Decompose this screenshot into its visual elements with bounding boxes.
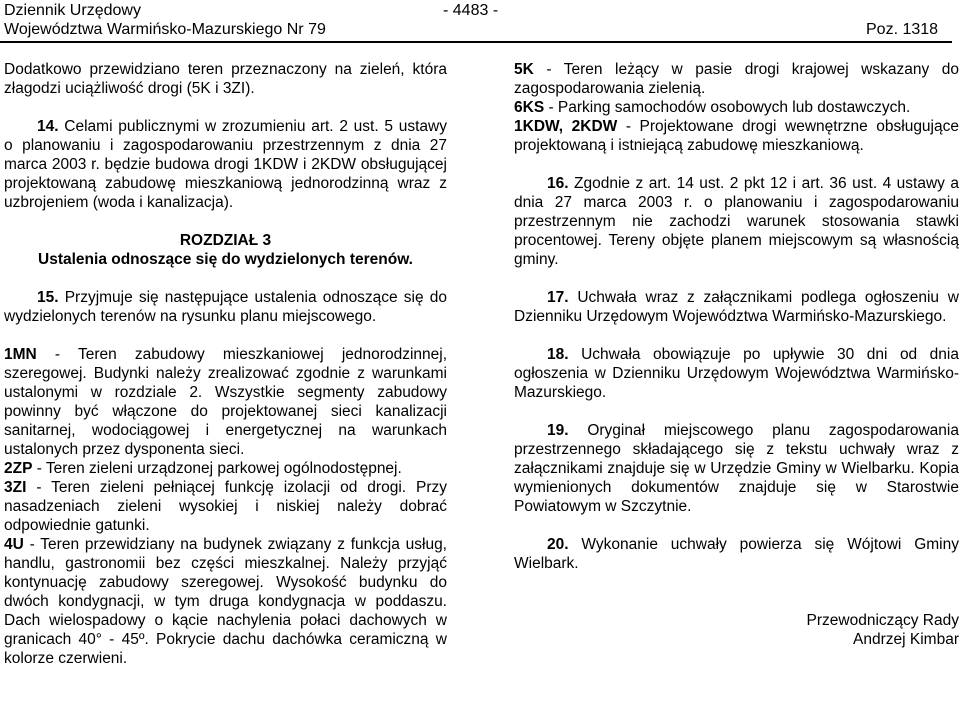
left-column xyxy=(4,60,447,668)
zone-kdw-code: 1KDW, 2KDW xyxy=(514,118,618,135)
signature-name: Andrzej Kimbar xyxy=(853,631,959,648)
section-15-text: Przyjmuje się następujące ustalenia odnoszące się do wydzielonych terenów na rysunku planu miejscowego. xyxy=(4,289,447,325)
section-19-text: Oryginał miejscowego planu zagospodarowania przestrzennego składającego się z tekstu uchwały wraz z załącznikami znajduje się w Urzędzie Gminy w Wielbarku. Kopia wymienionych dokumentów znajduje się w Starostwie Powiatowym w Szczytnie. xyxy=(514,422,959,515)
zone-kdw-text: - Projektowane drogi wewnętrzne obsługujące projektowaną i istniejącą zabudowę mieszkaniową. xyxy=(514,118,959,154)
zone-kdw xyxy=(514,117,959,155)
zone-2zp-text: - Teren zieleni urządzonej parkowej ogólnodostępnej. xyxy=(32,460,402,477)
section-14-number: 14. xyxy=(37,118,59,135)
zone-2zp-code: 2ZP xyxy=(4,460,33,477)
zone-3zi xyxy=(4,478,447,535)
header-rule xyxy=(0,41,952,43)
zone-3zi-text: - Teren zieleni pełniącej funkcję izolacji od drogi. Przy nasadzeniach zieleni wysokiej i niskiej należy dobrać odpowiednie gatunki. xyxy=(4,479,447,534)
page-header xyxy=(0,0,960,40)
position-number: Poz. 1318 xyxy=(866,21,939,38)
section-15 xyxy=(4,288,447,326)
section-19 xyxy=(514,421,959,516)
zone-6ks-text: - Parking samochodów osobowych lub dostawczych. xyxy=(544,99,911,116)
zone-1mn-code: 1MN xyxy=(4,346,37,363)
section-19-number: 19. xyxy=(547,422,569,439)
zone-5k-code: 5K xyxy=(514,61,534,78)
section-16-number: 16. xyxy=(547,175,569,192)
chapter-heading: ROZDZIAŁ 3 xyxy=(179,232,272,249)
zone-5k-text: - Teren leżący w pasie drogi krajowej wskazany do zagospodarowania zielenią. xyxy=(514,61,959,97)
zone-2zp xyxy=(4,459,447,478)
page-number: - 4483 - xyxy=(443,2,499,19)
section-20 xyxy=(514,535,959,573)
section-18 xyxy=(514,345,959,402)
zone-6ks xyxy=(514,98,959,117)
section-20-text: Wykonanie uchwały powierza się Wójtowi Gminy Wielbark. xyxy=(514,536,959,572)
section-17 xyxy=(514,288,959,326)
zone-4u xyxy=(4,535,447,668)
section-17-text: Uchwała wraz z załącznikami podlega ogłoszeniu w Dzienniku Urzędowym Województwa Warmińsko-Mazurskiego. xyxy=(514,289,959,325)
section-17-number: 17. xyxy=(547,289,569,306)
chapter-title: Ustalenia odnoszące się do wydzielonych terenów. xyxy=(38,251,413,268)
right-column xyxy=(514,60,959,649)
paragraph-additional-greenery: Dodatkowo przewidziano teren przeznaczony na zieleń, która złagodzi uciążliwość drogi (5K i 3ZI). xyxy=(4,61,447,97)
zone-4u-text: - Teren przewidziany na budynek związany z funkcja usług, handlu, gastronomii bez części mieszkalnej. Należy przyjąć kontynuację zabudowy szeregowej. Wysokość budynku do dwóch kondygnacji, w tym druga kondygnacja w poddaszu. Dach wielospadowy o kącie nachylenia połaci dachowych w granicach 40° - 45º. Pokrycie dachu dachówka ceramiczną w kolorze czerwieni. xyxy=(4,536,447,667)
signature-role: Przewodniczący Rady xyxy=(806,612,959,629)
zone-3zi-code: 3ZI xyxy=(4,479,27,496)
zone-5k xyxy=(514,60,959,98)
section-16 xyxy=(514,174,959,269)
section-18-text: Uchwała obowiązuje po upływie 30 dni od dnia ogłoszenia w Dzienniku Urzędowym Województwa Warmińsko-Mazurskiego. xyxy=(514,346,959,401)
journal-title: Dziennik Urzędowy xyxy=(4,2,141,19)
zone-4u-code: 4U xyxy=(4,536,24,553)
section-15-number: 15. xyxy=(37,289,59,306)
zone-6ks-code: 6KS xyxy=(514,99,545,116)
section-16-text: Zgodnie z art. 14 ust. 2 pkt 12 i art. 36 ust. 4 ustawy a dnia 27 marca 2003 r. o planowaniu i zagospodarowaniu przestrzennym nie zachodzi warunek stosowania stawki procentowej. Tereny objęte planem miejscowym są własnością gminy. xyxy=(514,175,959,268)
voivodeship-title: Województwa Warmińsko-Mazurskiego Nr 79 xyxy=(4,21,326,38)
section-18-number: 18. xyxy=(547,346,569,363)
section-14 xyxy=(4,117,447,212)
section-20-number: 20. xyxy=(547,536,569,553)
zone-1mn-text: - Teren zabudowy mieszkaniowej jednorodzinnej, szeregowej. Budynki należy zrealizować zgodnie z warunkami ustalonymi w rozdziale 2. Wszystkie segmenty zabudowy powinny być włączone do projektowanej sieci kanalizacji sanitarnej, wodociągowej i energetycznej na warunkach ustalonych przez dysponenta sieci. xyxy=(4,346,447,458)
section-14-text: Celami publicznymi w zrozumieniu art. 2 ust. 5 ustawy o planowaniu i zagospodarowaniu przestrzennym z dnia 27 marca 2003 r. będzie budowa drogi 1KDW i 2KDW obsługującej projektowaną zabudowę mieszkaniową jednorodzinną wraz z uzbrojeniem (woda i kanalizacja). xyxy=(4,118,447,211)
zone-1mn xyxy=(4,345,447,459)
